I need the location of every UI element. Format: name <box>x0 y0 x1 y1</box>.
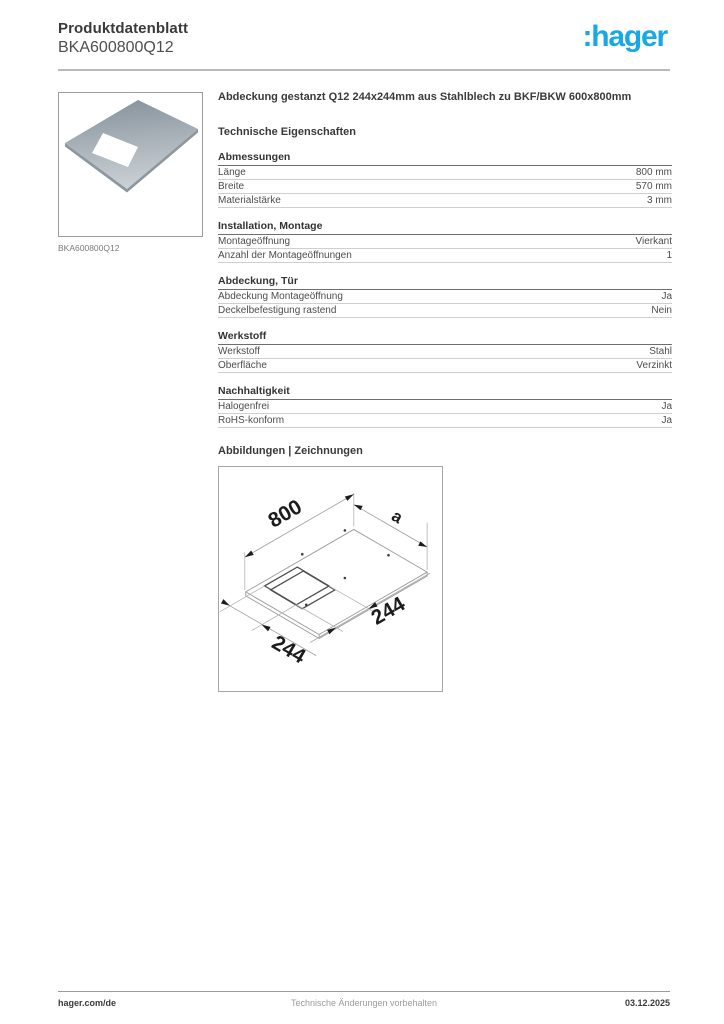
footer-disclaimer: Technische Änderungen vorbehalten <box>290 998 438 1008</box>
product-image <box>58 92 203 237</box>
footer-date: 03.12.2025 <box>624 998 670 1008</box>
section-heading: Abmessungen <box>218 151 672 166</box>
technical-drawing <box>218 466 443 692</box>
section-abdeckung-tuer <box>218 275 672 318</box>
section-nachhaltigkeit <box>218 385 672 428</box>
spec-value: 1 <box>666 250 672 261</box>
spec-label: Oberfläche <box>218 360 267 371</box>
hager-logo: :hager <box>582 20 667 53</box>
spec-label: Anzahl der Montageöffnungen <box>218 250 352 261</box>
tech-properties-heading: Technische Eigenschaften <box>218 126 356 138</box>
spec-row <box>218 359 672 373</box>
dim-label-244-right: 244 <box>367 592 409 630</box>
dim-label-244-bottom: 244 <box>267 631 310 669</box>
spec-label: Materialstärke <box>218 195 281 206</box>
header-divider <box>58 69 670 71</box>
section-abmessungen <box>218 151 672 208</box>
plate-outline <box>246 529 427 634</box>
hole-dot <box>305 603 308 606</box>
spec-label: Halogenfrei <box>218 401 270 412</box>
drawings-heading: Abbildungen | Zeichnungen <box>218 445 363 457</box>
arrowhead <box>221 599 230 606</box>
spec-value: Stahl <box>649 346 672 357</box>
spec-row <box>218 345 672 359</box>
page-title: Produktdatenblatt <box>58 20 189 37</box>
section-werkstoff <box>218 330 672 373</box>
spec-value: Ja <box>661 415 672 426</box>
footer-website: hager.com/de <box>58 998 117 1008</box>
spec-label: Werkstoff <box>218 346 260 357</box>
spec-row <box>218 249 672 263</box>
spec-row <box>218 235 672 249</box>
spec-value: Vierkant <box>635 236 672 247</box>
spec-value: Nein <box>651 305 672 316</box>
hole-dot <box>301 553 304 556</box>
spec-row <box>218 194 672 208</box>
section-heading: Abdeckung, Tür <box>218 275 672 290</box>
spec-value: 570 mm <box>635 181 672 192</box>
dim-line-a <box>354 505 427 547</box>
product-reference: BKA600800Q12 <box>58 39 174 56</box>
spec-row <box>218 414 672 428</box>
spec-value: Ja <box>661 401 672 412</box>
spec-label: Abdeckung Montageöffnung <box>218 291 343 302</box>
footer-divider <box>58 991 670 992</box>
spec-row <box>218 166 672 180</box>
spec-row <box>218 400 672 414</box>
spec-row <box>218 304 672 318</box>
section-installation-montage <box>218 220 672 263</box>
spec-label: Länge <box>218 167 246 178</box>
product-image-caption: BKA600800Q12 <box>58 243 120 253</box>
arrowhead <box>245 551 254 558</box>
spec-value: Verzinkt <box>636 360 672 371</box>
header <box>58 20 188 58</box>
spec-row <box>218 290 672 304</box>
section-heading: Installation, Montage <box>218 220 672 235</box>
footer <box>58 998 670 1012</box>
cover-plate-photo <box>59 93 202 236</box>
arrowhead <box>262 625 271 632</box>
section-heading: Werkstoff <box>218 330 672 345</box>
spec-row <box>218 180 672 194</box>
spec-label: RoHS-konform <box>218 415 285 426</box>
section-heading: Nachhaltigkeit <box>218 385 672 400</box>
hole-dot <box>344 577 347 580</box>
main-content <box>218 91 672 692</box>
hole-dot <box>344 529 347 532</box>
spec-value: Ja <box>661 291 672 302</box>
hole-dot <box>387 554 390 557</box>
product-title: Abdeckung gestanzt Q12 244x244mm aus Stahlblech zu BKF/BKW 600x800mm <box>218 91 632 103</box>
dimension-drawing <box>219 467 442 691</box>
dim-label-800: 800 <box>264 495 306 533</box>
spec-value: 3 mm <box>647 195 672 206</box>
arrowhead <box>345 494 354 501</box>
spec-value: 800 mm <box>635 167 672 178</box>
spec-label: Montageöffnung <box>218 236 291 247</box>
spec-label: Breite <box>218 181 245 192</box>
spec-label: Deckelbefestigung rastend <box>218 305 337 316</box>
dim-label-a: a <box>388 506 406 528</box>
